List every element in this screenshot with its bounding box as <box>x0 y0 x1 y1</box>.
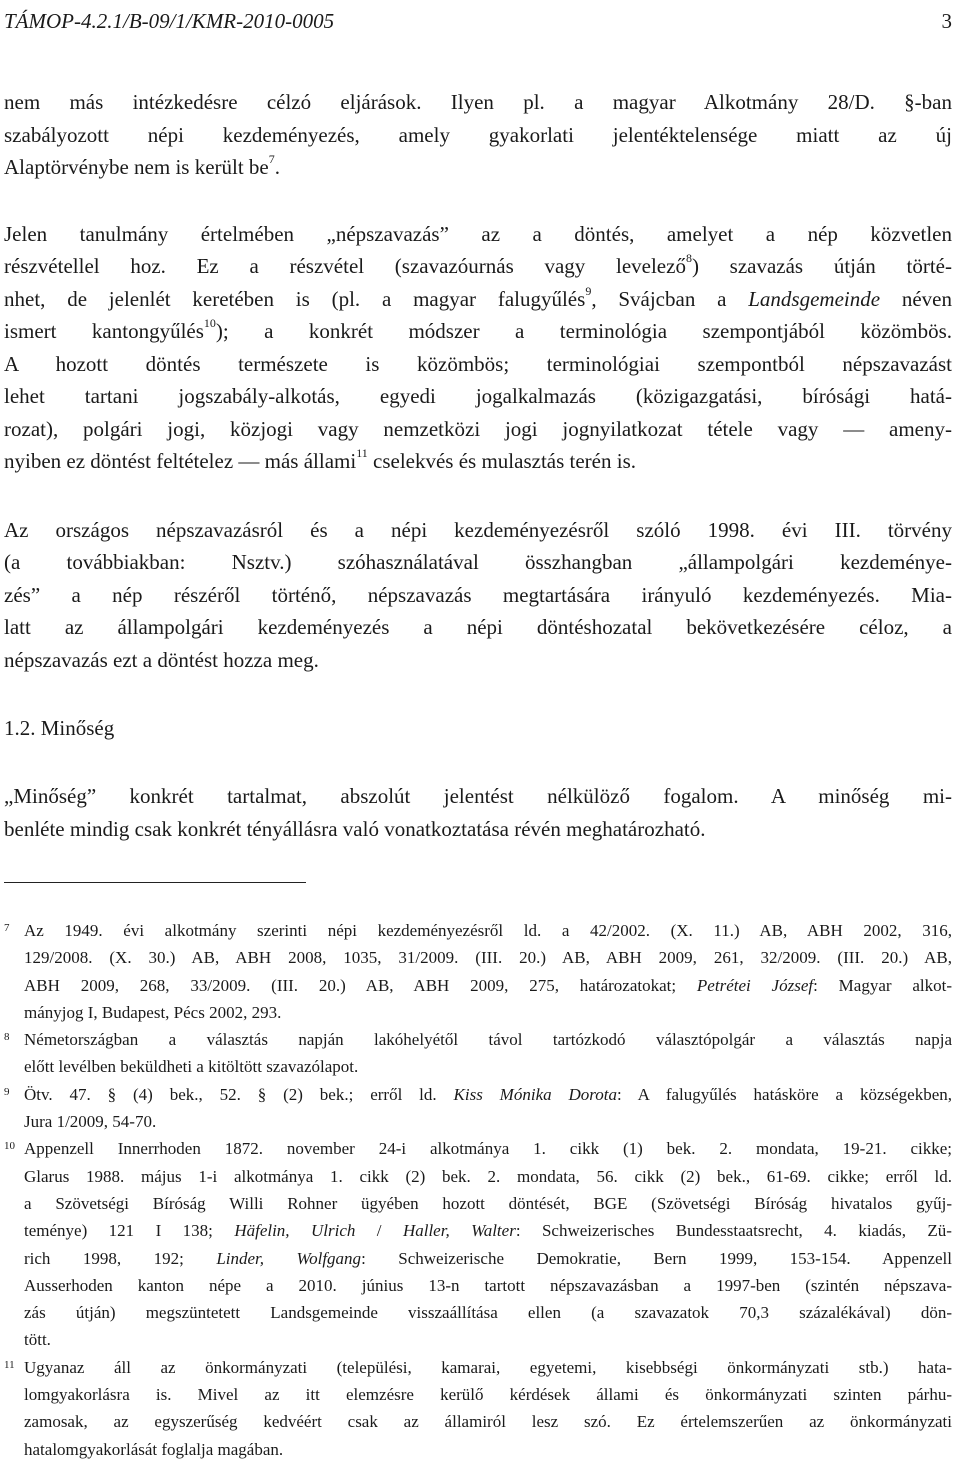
text-line <box>4 315 952 348</box>
text-segment: rich 1998, 192; <box>24 1248 217 1268</box>
text-line: nem más intézkedésre célzó eljárások. Ilyen pl. a magyar Alkotmány 28/D. §-ban <box>4 90 952 114</box>
text-line: A hozott döntés természete is közömbös; terminológiai szempontból népszavazást <box>4 351 952 376</box>
text-segment: ); a konkrét módszer a terminológia szempontjából közömbös. <box>215 319 952 343</box>
text-line: szabályozott népi kezdeményezés, amely gyakorlati jelentéktelensége miatt az új <box>4 122 952 147</box>
text-line <box>4 283 952 316</box>
text-line: (a továbbiakban: Nsztv.) szóhasználatával összhangban „állampolgári kezdeménye- <box>4 550 952 574</box>
text-segment: : Schweizerisches Bundesstaatsrecht, 4. kiadás, Zü- <box>515 1221 952 1241</box>
author-name: Haller, Walter <box>402 1221 516 1241</box>
footnote-8 <box>4 1026 952 1081</box>
text-segment: nyiben ez döntést feltételez — más állami <box>4 449 357 473</box>
text-segment: cselekvés és mulasztás terén is. <box>367 449 637 473</box>
text-line: „Minőség” konkrét tartalmat, abszolút jelentést nélkülöző fogalom. A minőség mi- <box>4 784 952 808</box>
footnote-line: Appenzell Innerrhoden 1872. november 24-i alkotmánya 1. cikk (1) bek. 2. mondata, 19-21. cikke; <box>24 1139 952 1159</box>
footnote-line: zamosak, az egyszerűség kedvéért csak az államiról lesz szó. Ez értelemszerűen az önkormányzati <box>24 1412 952 1432</box>
text-segment: : A falugyűlés hatásköre a községekben, <box>616 1084 952 1104</box>
footnote-7 <box>4 917 952 1026</box>
text-line: rozat), polgári jogi, közjogi vagy nemzetközi jogi jognyilatkozat tétele vagy — ameny- <box>4 416 952 441</box>
footnote-number: 10 <box>4 1140 15 1153</box>
text-line <box>4 151 952 184</box>
paragraph-3 <box>4 514 952 677</box>
footnote-10 <box>4 1135 952 1353</box>
footnote-line: zás útján) megszüntetett Landsgemeinde visszaállítása ellen (a szavazatok 70,3 százalékával) dön- <box>24 1303 952 1323</box>
author-name: Häfelin, Ulrich <box>234 1221 356 1241</box>
footnote-ref-10[interactable]: 10 <box>203 316 216 330</box>
footnote-line: a Szövetségi Bíróság Willi Rohner ügyében hozott döntését, BGE (Szövetségi Bíróság hivatalos gyűj- <box>24 1193 952 1213</box>
text-line <box>4 250 952 283</box>
footnote-ref-8[interactable]: 8 <box>685 251 692 265</box>
text-segment: . <box>274 155 281 179</box>
footnote-number: 8 <box>4 1031 10 1044</box>
page-header <box>4 6 952 36</box>
author-name: Linder, Wolfgang <box>216 1248 362 1268</box>
text-line: népszavazás ezt a döntést hozza meg. <box>4 647 319 672</box>
footnote-line: Ugyanaz áll az önkormányzati (települési, kamarai, egyetemi, kisebbségi önkormányzati stb.) hata- <box>24 1357 952 1377</box>
footnote-number: 9 <box>4 1085 10 1098</box>
main-text <box>4 86 952 845</box>
text-segment: teménye) 121 I 138; <box>24 1221 235 1241</box>
footnote-line: 129/2008. (X. 30.) AB, ABH 2008, 1035, 31/2009. (III. 20.) AB, ABH 2009, 261, 32/2009. (III. 20.) AB, <box>24 948 952 968</box>
text-segment: Ötv. 47. § (4) bek., 52. § (2) bek.; erről ld. <box>24 1084 454 1104</box>
paragraph-1 <box>4 86 952 184</box>
text-segment: ABH 2009, 268, 33/2009. (III. 20.) AB, ABH 2009, 275, határozatokat; <box>24 975 697 995</box>
text-segment: részvétellel hoz. Ez a részvétel (szavazóurnás vagy levelező <box>4 254 686 278</box>
footnote-line: Glarus 1988. május 1-i alkotmánya 1. cikk (2) bek. 2. mondata, 56. cikk (2) bek., 61-69. cikke; erről ld. <box>24 1166 952 1186</box>
page-number: 3 <box>941 9 952 33</box>
footnote-line: Németországban a választás napján lakóhelyétől távol tartózkodó választópolgár a választás napja <box>24 1030 952 1050</box>
footnote-line: előtt levélben beküldheti a kitöltött szavazólapot. <box>24 1057 359 1077</box>
text-line: latt az állampolgári kezdeményezés a népi döntéshozatal bekövetkezésére céloz, a <box>4 615 952 639</box>
footnote-9 <box>4 1081 952 1136</box>
text-segment: : Schweizerische Demokratie, Bern 1999, 153-154. Appenzell <box>361 1248 952 1268</box>
spacer <box>4 478 952 514</box>
text-line: lehet tartani jogszabály-alkotás, egyedi jogalkalmazás (közigazgatási, bírósági hatá- <box>4 384 952 408</box>
spacer <box>4 676 952 712</box>
paragraph-4 <box>4 780 952 845</box>
text-segment: / <box>355 1221 403 1241</box>
text-segment: : Magyar alkot- <box>813 975 953 995</box>
footnote-line: mányjog I, Budapest, Pécs 2002, 293. <box>24 1002 282 1022</box>
footnote-line: lomgyakorlásra is. Mivel az itt elemzésre kerülő kérdések állami és önkormányzati szinten párhu- <box>24 1385 952 1405</box>
author-name: Petrétei József <box>696 975 814 995</box>
text-segment: nhet, de jelenlét keretében is (pl. a magyar falugyűlés <box>4 286 586 311</box>
project-code: TÁMOP-4.2.1/B-09/1/KMR-2010-0005 <box>4 9 335 33</box>
footnote-separator <box>4 882 306 883</box>
footnote-line: Ausserhoden kanton népe a 2010. június 13-n tartott népszavazásban a 1997-ben (szintén népszava- <box>24 1275 952 1295</box>
footnote-line: Jura 1/2009, 54-70. <box>24 1112 157 1132</box>
footnote-number: 7 <box>4 922 10 934</box>
footnote-line <box>24 972 952 999</box>
footnote-line: hatalomgyakorlását foglalja magában. <box>24 1439 284 1459</box>
spacer <box>4 744 952 780</box>
footnotes <box>4 917 952 1463</box>
text-segment: néven <box>880 286 952 311</box>
text-segment: Alaptörvénybe nem is került be <box>4 155 269 179</box>
author-name: Kiss Mónika Dorota <box>453 1084 617 1104</box>
text-line: zés” a nép részéről történő, népszavazás megtartására irányuló kezdeményezés. Mia- <box>4 582 952 607</box>
text-segment: ) szavazás útján törté- <box>691 254 952 278</box>
footnote-line <box>24 1217 952 1244</box>
footnote-line: tött. <box>24 1330 51 1350</box>
text-line: Jelen tanulmány értelmében „népszavazás” az a döntés, amelyet a nép közvetlen <box>4 221 952 246</box>
text-line: Az országos népszavazásról és a népi kezdeményezésről szóló 1998. évi III. törvény <box>4 517 952 542</box>
footnote-line <box>24 1245 952 1272</box>
footnote-line <box>24 1081 952 1108</box>
footnote-ref-11[interactable]: 11 <box>356 446 368 460</box>
paragraph-2 <box>4 218 952 478</box>
section-heading: 1.2. Minőség <box>4 716 115 740</box>
italic-term: Landsgemeinde <box>748 286 881 311</box>
footnote-line: Az 1949. évi alkotmány szerinti népi kezdeményezésről ld. a 42/2002. (X. 11.) AB, ABH 2002, 316, <box>24 921 952 940</box>
text-line <box>4 445 952 478</box>
text-line: benléte mindig csak konkrét tényállásra való vonatkoztatása révén meghatározható. <box>4 816 706 841</box>
spacer <box>4 184 952 218</box>
text-segment: , Svájcban a <box>591 286 749 311</box>
footnote-ref-9[interactable]: 9 <box>585 283 592 298</box>
footnote-11 <box>4 1354 952 1463</box>
footnote-number: 11 <box>4 1358 15 1371</box>
footnote-ref-7[interactable]: 7 <box>268 152 275 166</box>
text-segment: ismert kantongyűlés <box>4 319 204 343</box>
